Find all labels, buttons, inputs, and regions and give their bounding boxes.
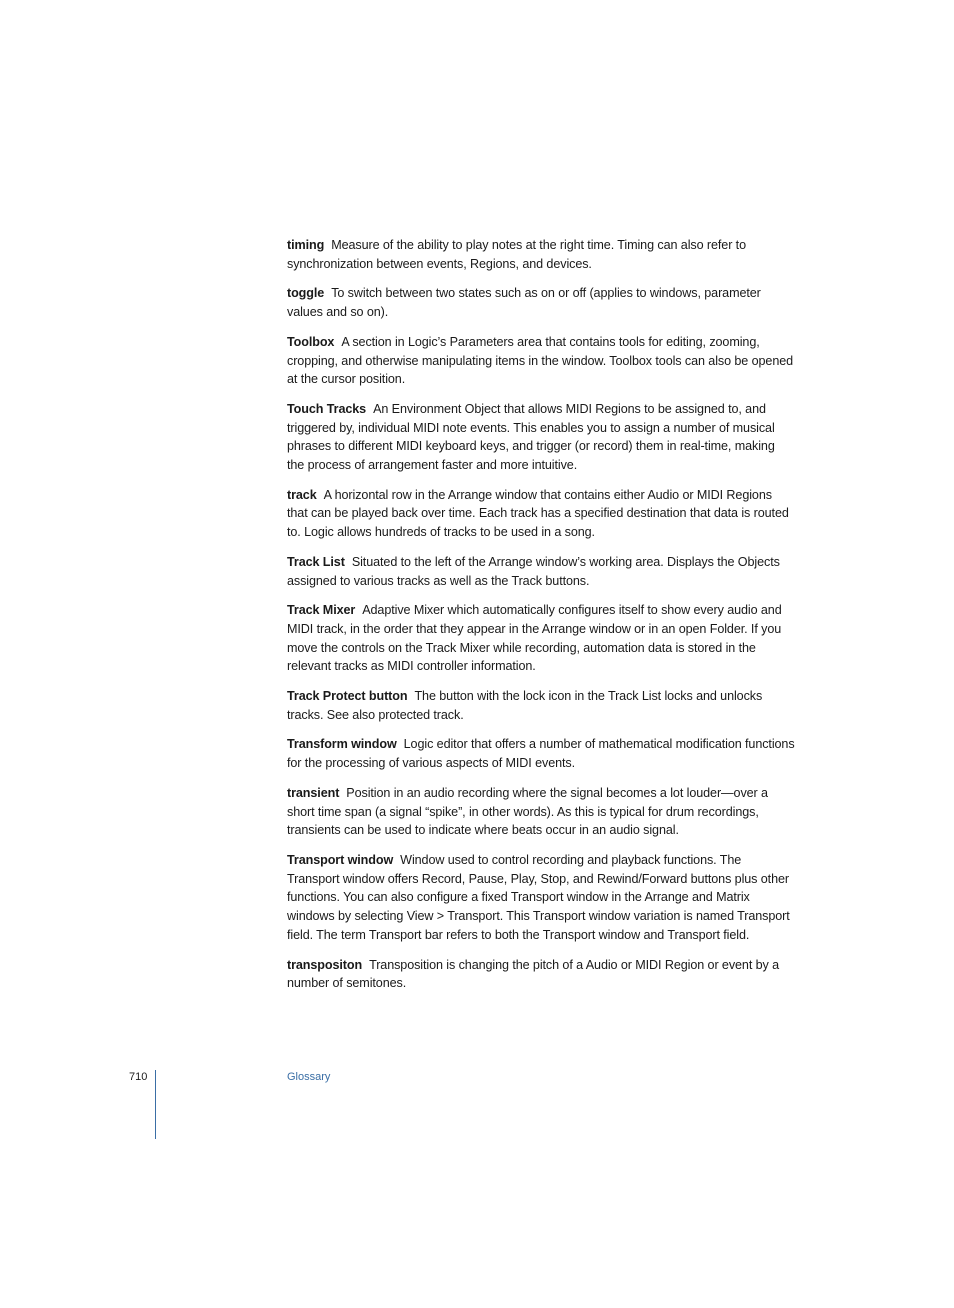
glossary-definition: A horizontal row in the Arrange window that contains either Audio or MIDI Regions that can be played back over time. Each track has a specified destination that data is routed to. Logic allows hundreds of tracks to be used in a song. [287, 487, 789, 540]
glossary-entry-track-mixer [287, 601, 795, 676]
glossary-entry-track [287, 486, 795, 542]
glossary-definition: Situated to the left of the Arrange window’s working area. Displays the Objects assigned to various tracks as well as the Track buttons. [287, 554, 780, 588]
glossary-term: transient [287, 785, 340, 800]
page-number: 710 [129, 1071, 148, 1083]
glossary-term: Track List [287, 554, 345, 569]
glossary-entry-transport-window [287, 851, 795, 945]
glossary-entry-timing [287, 236, 795, 273]
glossary-term: toggle [287, 286, 325, 301]
glossary-term: track [287, 487, 317, 502]
glossary-definition: A section in Logic’s Parameters area that contains tools for editing, zooming, cropping, and otherwise manipulating items in the window. Toolbox tools can also be opened at the cursor position. [287, 334, 794, 387]
glossary-term: Track Mixer [287, 603, 356, 618]
glossary-definition: Position in an audio recording where the signal becomes a lot louder—over a short time span (a signal “spike”, in other words). As this is typical for drum recordings, transients can be used to indicate where beats occur in an audio signal. [287, 785, 768, 838]
glossary-entry-toggle [287, 284, 795, 321]
glossary-entry-track-protect-button [287, 687, 795, 724]
glossary-term: transpositon [287, 957, 363, 972]
glossary-definition: The button with the lock icon in the Track List locks and unlocks tracks. See also protected track. [287, 689, 763, 722]
glossary-entry-transient [287, 784, 795, 840]
glossary-entry-transpositon [287, 956, 795, 993]
footer-divider [155, 1070, 156, 1139]
glossary-term: Toolbox [287, 334, 335, 349]
glossary-definition: Logic editor that offers a number of mathematical modification functions for the processing of various aspects of MIDI events. [287, 737, 795, 771]
glossary-definition: Measure of the ability to play notes at the right time. Timing can also refer to synchronization between events, Regions, and devices. [287, 238, 746, 271]
glossary-definition: Window used to control recording and playback functions. The Transport window offers Record, Pause, Play, Stop, and Rewind/Forward buttons plus other functions. You can also configure a fixed Transport window in the Arrange and Matrix windows by selecting View > Transport. This Transport window variation is named Transport field. The term Transport bar refers to both the Transport window and Transport field. [287, 852, 790, 942]
glossary-term: Touch Tracks [287, 401, 367, 416]
glossary-entry-track-list [287, 553, 795, 590]
glossary-entry-transform-window [287, 735, 795, 772]
glossary-definition: An Environment Object that allows MIDI Regions to be assigned to, and triggered by, individual MIDI note events. This enables you to assign a number of musical phrases to different MIDI keyboard keys, and trigger (or record) them in real-time, making the process of arrangement faster and more intuitive. [287, 401, 775, 473]
glossary-term: Transport window [287, 852, 394, 867]
glossary-entry-touch-tracks [287, 400, 795, 475]
glossary-definition: To switch between two states such as on or off (applies to windows, parameter values and so on). [287, 286, 761, 320]
section-name: Glossary [287, 1071, 331, 1083]
glossary-term: timing [287, 238, 325, 252]
glossary-definition: Adaptive Mixer which automatically configures itself to show every audio and MIDI track, in the order that they appear in the Arrange window or in an open Folder. If you move the controls on the Track Mixer while recording, automation data is stored in the relevant tracks as MIDI controller information. [287, 603, 782, 674]
glossary-content [287, 236, 795, 1004]
glossary-entry-toolbox [287, 333, 795, 389]
glossary-definition: Transposition is changing the pitch of a Audio or MIDI Region or event by a number of semitones. [287, 957, 780, 991]
glossary-term: Track Protect button [287, 689, 408, 704]
glossary-term: Transform window [287, 737, 397, 752]
